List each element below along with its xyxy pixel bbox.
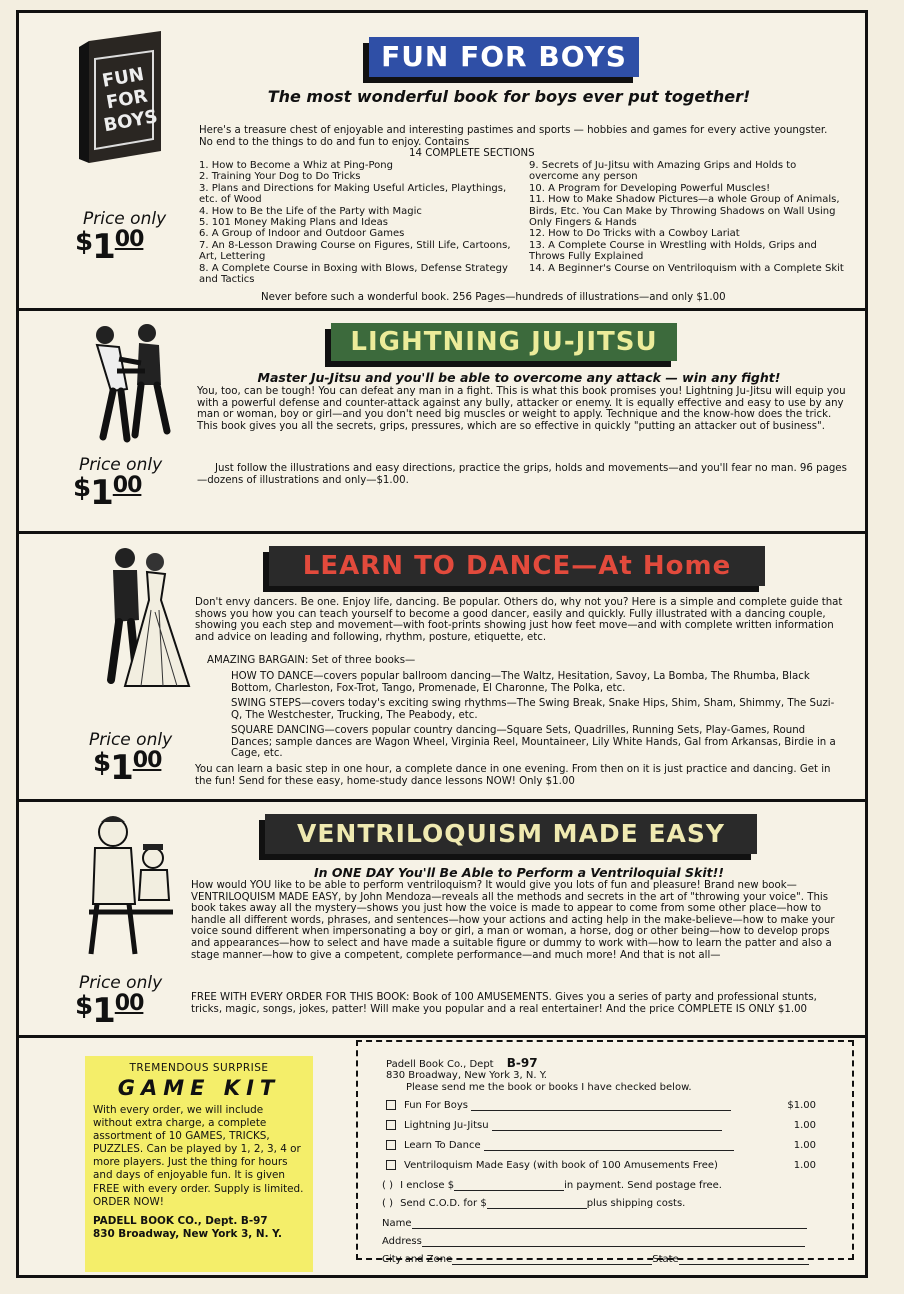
dance-section [19,534,865,802]
list-item: 4. How to Be the Life of the Party with Magic [199,205,422,217]
dancing-couple-illustration [85,540,195,690]
list-item: 6. A Group of Indoor and Outdoor Games [199,228,405,240]
price: $^{\$}1^{00}$ [93,748,162,788]
dance-book-1: HOW TO DANCE—covers popular ballroom dancing—The Waltz, Hesitation, Savoy, La Bomba, The Rhumba, Black Bottom, Charleston, Fox-Trot, Tango, Promenade, El Charonne, The Polka, etc. [231,671,810,694]
coupon-item[interactable]: Lightning Ju-Jitsu 1.00 [386,1120,816,1131]
checkbox[interactable] [386,1140,396,1150]
fun-for-boys-intro: Here's a treasure chest of enjoyable and interesting pastimes and sports — hobbies and games for every active youngster. No end to the things to do and fun to enjoy. Contains [199,125,828,148]
dance-bargain: AMAZING BARGAIN: Set of three books— [207,655,416,666]
fun-for-boys-title: FUN FOR BOYS [369,37,639,77]
name-field[interactable]: Name [382,1218,812,1229]
list-item: 5. 101 Money Making Plans and Ideas [199,217,388,229]
fun-for-boys-left-list [199,160,514,285]
enclose-amount-field[interactable] [454,1190,564,1191]
dance-book-3: SQUARE DANCING—covers popular country dancing—Square Sets, Quadrilles, Running Sets, Play-Games, Round Dances; sample dances are Wagon Wheel, Virginia Reel, Mountaineer, Lily White Hands, Gal from Arkansas, Birdie in a Cage, etc. [231,725,836,760]
ventriloquism-section [19,802,865,1038]
list-item: 2. Training Your Dog to Do Tricks [199,171,361,183]
ventriloquism-title: VENTRILOQUISM MADE EASY [265,814,757,854]
dance-title [269,546,765,586]
dance-title-main: LEARN TO DANCE [302,551,572,581]
game-kit-address-2: 830 Broadway, New York 3, N. Y. [93,1227,282,1240]
price: $^{\$}1^{00}$ [75,227,144,267]
coupon-dept: B-97 [506,1056,538,1070]
list-item: 8. A Complete Course in Boxing with Blows, Defense Strategy and Tactics [199,262,508,286]
game-kit-body: With every order, we will include without extra charge, a complete assortment of 10 GAMES, TRICKS, PUZZLES. Can be played by 1, 2, 3, 4 or more players. Just the thing for hours and days of enjoyable fun. It is given FREE with every order. Supply is limited. ORDER NOW! [93,1104,304,1208]
coupon-instruction: Please send me the book or books I have checked below. [406,1082,692,1093]
book-illustration [75,29,171,167]
price: $^{\$}1^{00}$ [73,473,142,513]
ventriloquism-tagline: In ONE DAY You'll Be Able to Perform a Ventriloquial Skit!! [313,865,725,880]
fun-for-boys-closing: Never before such a wonderful book. 256 Pages—hundreds of illustrations—and only $1.00 [261,292,726,303]
book-cover-label: FUN FOR BOYS [100,63,160,137]
list-item: 10. A Program for Developing Powerful Muscles! [529,182,771,194]
fun-for-boys-sections-heading: 14 COMPLETE SECTIONS [409,148,535,159]
list-item: 14. A Beginner's Course on Ventriloquism with a Complete Skit [529,262,844,274]
ventriloquist-illustration [79,808,189,958]
dance-title-sub: —At Home [571,551,732,581]
ventriloquism-free-offer: FREE WITH EVERY ORDER FOR THIS BOOK: Book of 100 AMUSEMENTS. Gives you a series of party and professional stunts, tricks, magic, songs, jokes, patter! Will make you popular and a real entertainer! And the price COMPLETE IS ONLY $1.00 [191,992,817,1015]
price-only-label: Price only [89,730,173,750]
cod-amount-field[interactable] [487,1208,587,1209]
list-item: 12. How to Do Tricks with a Cowboy Lariat [529,228,740,240]
coupon-address: 830 Broadway, New York 3, N. Y. [386,1070,547,1081]
address-field[interactable]: Address [382,1236,812,1247]
jujitsu-tagline: Master Ju-Jitsu and you'll be able to overcome any attack — win any fight! [257,370,781,385]
order-section [19,1038,865,1275]
game-kit-box [85,1056,313,1272]
price-only-label: Price only [83,209,167,229]
jujitsu-body: You, too, can be tough! You can defeat any man in a fight. This is what this book promises you! Lightning Ju-Jitsu will equip you with a powerful defense and counter-attack against any bully, attacker or enemy. It is equally effective and easy to use by any man or woman, boy or girl—and you don't need big muscles or weight to apply. Technique and the know-how does the trick. This book gives you all the secrets, grips, pressures, which are so effective in quickly "putting an attacker out of business". [197,386,846,432]
list-item: 9. Secrets of Ju-Jitsu with Amazing Grips and Holds to overcome any person [529,160,797,183]
checkbox[interactable] [386,1120,396,1130]
ventriloquism-body: How would YOU like to be able to perform ventriloquism? It would give you lots of fun and pleasure! Brand new book—VENTRILOQUISM MADE EASY, by John Mendoza—reveals all the methods and secrets in the art of "throwing your voice". This book takes away all the mystery—shows you just how the voice is made to appear to come from some other place—how to handle all different words, phrases, and sentences—how your actions and acting help in the make-believe—how to make your voice sound different when impersonating a boy or girl, a man or woman, a horse, dog or other being—how to develop props and appearances—how to select and have made a suitable figure or dummy to work with—how to learn the patter and also a stage manner—how to give a competent, complete performance—and much more! And that is not all— [191,880,835,961]
wrestlers-illustration [75,319,185,449]
price-only-label: Price only [79,455,163,475]
dancing-couple-icon [85,540,195,690]
game-kit-title: GAME KIT [117,1076,281,1100]
fun-for-boys-section [19,13,865,311]
list-item: 7. An 8-Lesson Drawing Course on Figures, Still Life, Cartoons, Art, Lettering [199,239,511,263]
game-kit-heading: TREMENDOUS SURPRISE [129,1062,269,1074]
enclose-option[interactable]: ( ) I enclose $ in payment. Send postage free. [382,1180,722,1191]
checkbox[interactable] [386,1100,396,1110]
game-kit-address-1: PADELL BOOK CO., Dept. B-97 [93,1214,268,1227]
fun-for-boys-right-list [529,160,849,274]
coupon-item[interactable]: Fun For Boys $1.00 [386,1100,816,1111]
coupon-company: Padell Book Co., Dept B-97 [386,1056,538,1070]
coupon-item[interactable]: Ventriloquism Made Easy (with book of 100 Amusements Free) 1.00 [386,1160,816,1171]
list-item: 1. How to Become a Whiz at Ping-Pong [199,160,393,171]
city-state-field[interactable]: City and Zone State [382,1254,812,1265]
jujitsu-body-2: Just follow the illustrations and easy directions, practice the grips, holds and movements—and you'll fear no man. 96 pages—dozens of illustrations and only—$1.00. [197,463,847,486]
jujitsu-section [19,311,865,534]
cod-option[interactable]: ( ) Send C.O.D. for $ plus shipping costs. [382,1198,686,1209]
jujitsu-title: LIGHTNING JU-JITSU [331,323,677,361]
price-only-label: Price only [79,973,163,993]
checkbox[interactable] [386,1160,396,1170]
coupon-item[interactable]: Learn To Dance 1.00 [386,1140,816,1151]
list-item: 11. How to Make Shadow Pictures—a whole Group of Animals, Birds, Etc. You Can Make by Throwing Shadows on Wall Using Only Fingers & Hands [529,194,840,229]
dance-closing: You can learn a basic step in one hour, a complete dance in one evening. From then on it is just practice and dancing. Get in the fun! Send for these easy, home-study dance lessons NOW! Only $1.00 [195,764,831,787]
dance-body: Don't envy dancers. Be one. Enjoy life, dancing. Be popular. Others do, why not you? Here is a simple and complete guide that shows you how you can teach yourself to become a good dancer, easily and quickly. Fully illustrated with a dancing couple, showing you each step and movement—with foot-prints showing just how feet move—and with complete written information and advice on leading and following, rhythm, posture, etiquette, etc. [195,597,843,643]
ventriloquist-icon [79,808,189,958]
price: $^{\$}1^{00}$ [75,991,144,1031]
dance-book-2: SWING STEPS—covers today's exciting swing rhythms—The Swing Break, Snake Hips, Shim, Sham, Shimmy, The Suzi-Q, The Westchester, Trucking, The Peabody, etc. [231,698,835,721]
advertisement-page [16,10,868,1278]
wrestlers-icon [75,319,185,449]
list-item: 13. A Complete Course in Wrestling with Holds, Grips and Throws Fully Explained [529,239,817,263]
list-item: 3. Plans and Directions for Making Useful Articles, Playthings, etc. of Wood [199,182,507,206]
order-coupon [356,1040,854,1265]
fun-for-boys-tagline: The most wonderful book for boys ever put together! [267,87,751,106]
